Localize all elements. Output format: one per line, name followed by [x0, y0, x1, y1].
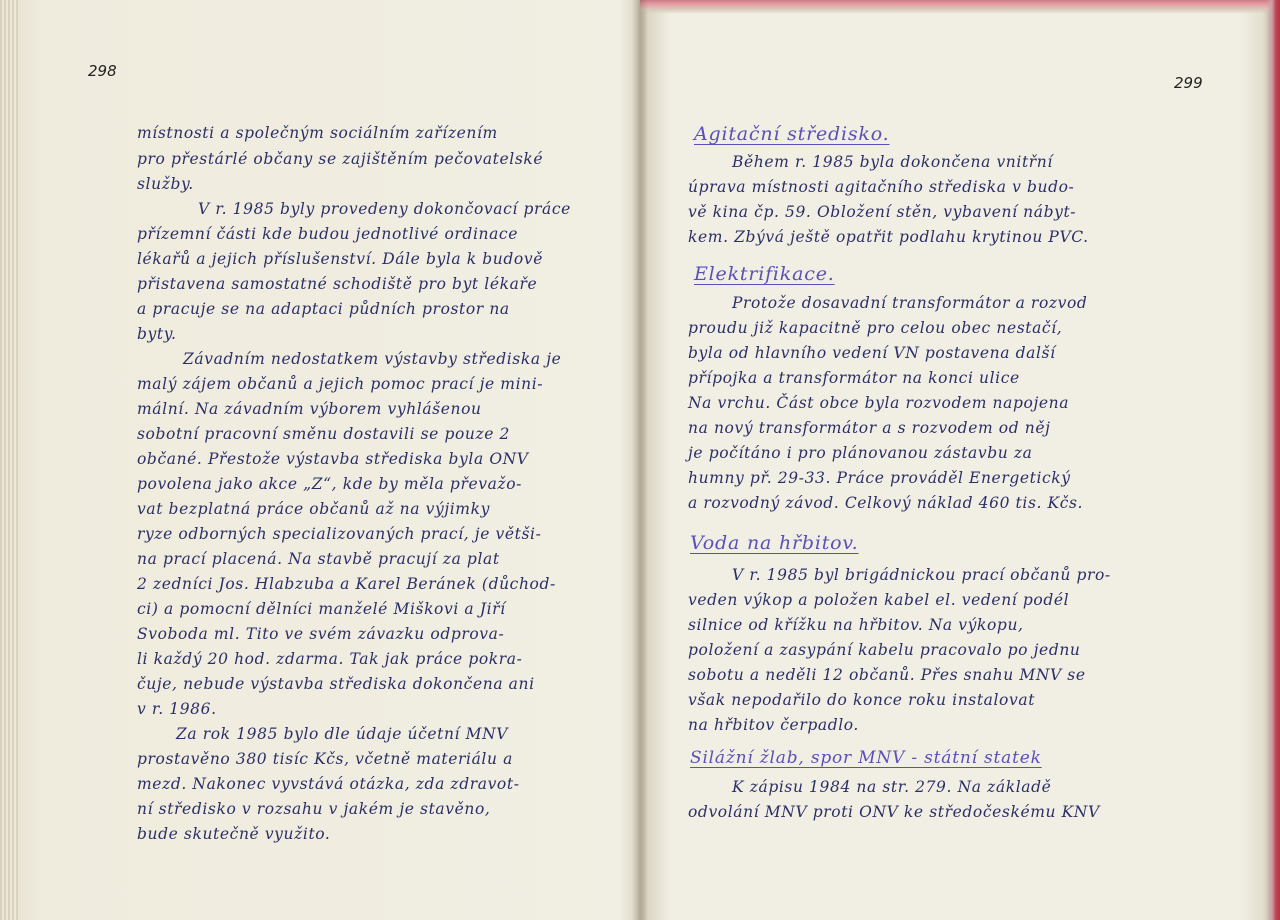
text-line: mální. Na závadním výborem vyhlášenou — [137, 400, 482, 418]
text-line: na nový transformátor a s rozvodem od něj — [688, 419, 1051, 437]
text-line: odvolání MNV proti ONV ke středočeskému KNV — [688, 803, 1100, 821]
text-line: položení a zasypání kabelu pracovalo po jednu — [688, 641, 1081, 659]
text-line: na hřbitov čerpadlo. — [688, 716, 859, 734]
text-line: Na vrchu. Část obce byla rozvodem napojena — [688, 394, 1070, 412]
text-line: na prací placená. Na stavbě pracují za plat — [137, 550, 500, 568]
section-heading-agitacni-stredisko: Agitační středisko. — [694, 123, 890, 145]
text-line: li každý 20 hod. zdarma. Tak jak práce pokra- — [137, 650, 523, 668]
text-line: přípojka a transformátor na konci ulice — [688, 369, 1020, 387]
text-line: je počítáno i pro plánovanou zástavbu za — [688, 444, 1033, 462]
left-page — [0, 0, 636, 920]
text-line: pro přestárlé občany se zajištěním pečovatelské — [137, 150, 544, 168]
text-line: byty. — [137, 325, 177, 343]
text-line: přistavena samostatné schodiště pro byt lékaře — [137, 275, 538, 293]
text-line: lékařů a jejich příslušenství. Dále byla k budově — [137, 250, 543, 268]
text-line: V r. 1985 byl brigádnickou prací občanů pro- — [732, 566, 1111, 584]
text-line: proudu již kapacitně pro celou obec nestačí, — [688, 319, 1063, 337]
text-line: čuje, nebude výstavba střediska dokončena ani — [137, 675, 535, 693]
text-line: Protože dosavadní transformátor a rozvod — [732, 294, 1088, 312]
text-line: úprava místnosti agitačního střediska v budo- — [688, 178, 1075, 196]
text-line: ní středisko v rozsahu v jakém je stavěno, — [137, 800, 491, 818]
text-line: občané. Přestože výstavba střediska byla ONV — [137, 450, 529, 468]
text-line: Svoboda ml. Tito ve svém závazku odprova- — [137, 625, 505, 643]
text-line: ryze odborných specializovaných prací, je větši- — [137, 525, 542, 543]
text-line: vě kina čp. 59. Obložení stěn, vybavení nábyt- — [688, 203, 1077, 221]
text-line: K zápisu 1984 na str. 279. Na základě — [732, 778, 1052, 796]
text-line: a pracuje se na adaptaci půdních prostor na — [137, 300, 510, 318]
text-line: Během r. 1985 byla dokončena vnitřní — [732, 153, 1053, 171]
text-line: kem. Zbývá ještě opatřit podlahu krytinou PVC. — [688, 228, 1089, 246]
text-line: služby. — [137, 175, 194, 193]
text-line: Závadním nedostatkem výstavby střediska je — [183, 350, 562, 368]
text-line: v r. 1986. — [137, 700, 217, 718]
page-number-right: 299 — [1174, 74, 1203, 92]
text-line: a rozvodný závod. Celkový náklad 460 tis. Kčs. — [688, 494, 1084, 512]
section-heading-elektrifikace: Elektrifikace. — [694, 263, 835, 285]
text-line: vat bezplatná práce občanů až na výjimky — [137, 500, 490, 518]
red-book-cover-edge — [1266, 0, 1280, 920]
section-heading-voda-na-hrbitov: Voda na hřbitov. — [690, 532, 859, 554]
text-line: silnice od křížku na hřbitov. Na výkopu, — [688, 616, 1024, 634]
text-line: sobotní pracovní směnu dostavili se pouze 2 — [137, 425, 511, 443]
text-line: místnosti a společným sociálním zařízením — [137, 124, 498, 142]
text-line: malý zájem občanů a jejich pomoc prací je mini- — [137, 375, 544, 393]
right-page — [646, 0, 1256, 920]
text-line: přízemní části kde budou jednotlivé ordinace — [137, 225, 518, 243]
text-line: sobotu a neděli 12 občanů. Přes snahu MNV se — [688, 666, 1086, 684]
text-line: však nepodařilo do konce roku instalovat — [688, 691, 1036, 709]
text-line: veden výkop a položen kabel el. vedení podél — [688, 591, 1070, 609]
text-line: humny př. 29-33. Práce prováděl Energetický — [688, 469, 1071, 487]
text-line: ci) a pomocní dělníci manželé Miškovi a Jiří — [137, 600, 506, 618]
page-number-left: 298 — [88, 62, 117, 80]
text-line: 2 zedníci Jos. Hlabzuba a Karel Beránek (důchod- — [137, 575, 556, 593]
text-line: prostavěno 380 tisíc Kčs, včetně materiálu a — [137, 750, 513, 768]
text-line: povolena jako akce „Z“, kde by měla převažo- — [137, 475, 522, 493]
section-heading-silazni-zlab: Silážní žlab, spor MNV - státní statek — [690, 748, 1042, 768]
text-line: byla od hlavního vedení VN postavena další — [688, 344, 1056, 362]
text-line: mezd. Nakonec vyvstává otázka, zda zdravot- — [137, 775, 520, 793]
text-line: bude skutečně využito. — [137, 825, 331, 843]
text-line: V r. 1985 byly provedeny dokončovací práce — [198, 200, 571, 218]
text-line: Za rok 1985 bylo dle údaje účetní MNV — [176, 725, 509, 743]
